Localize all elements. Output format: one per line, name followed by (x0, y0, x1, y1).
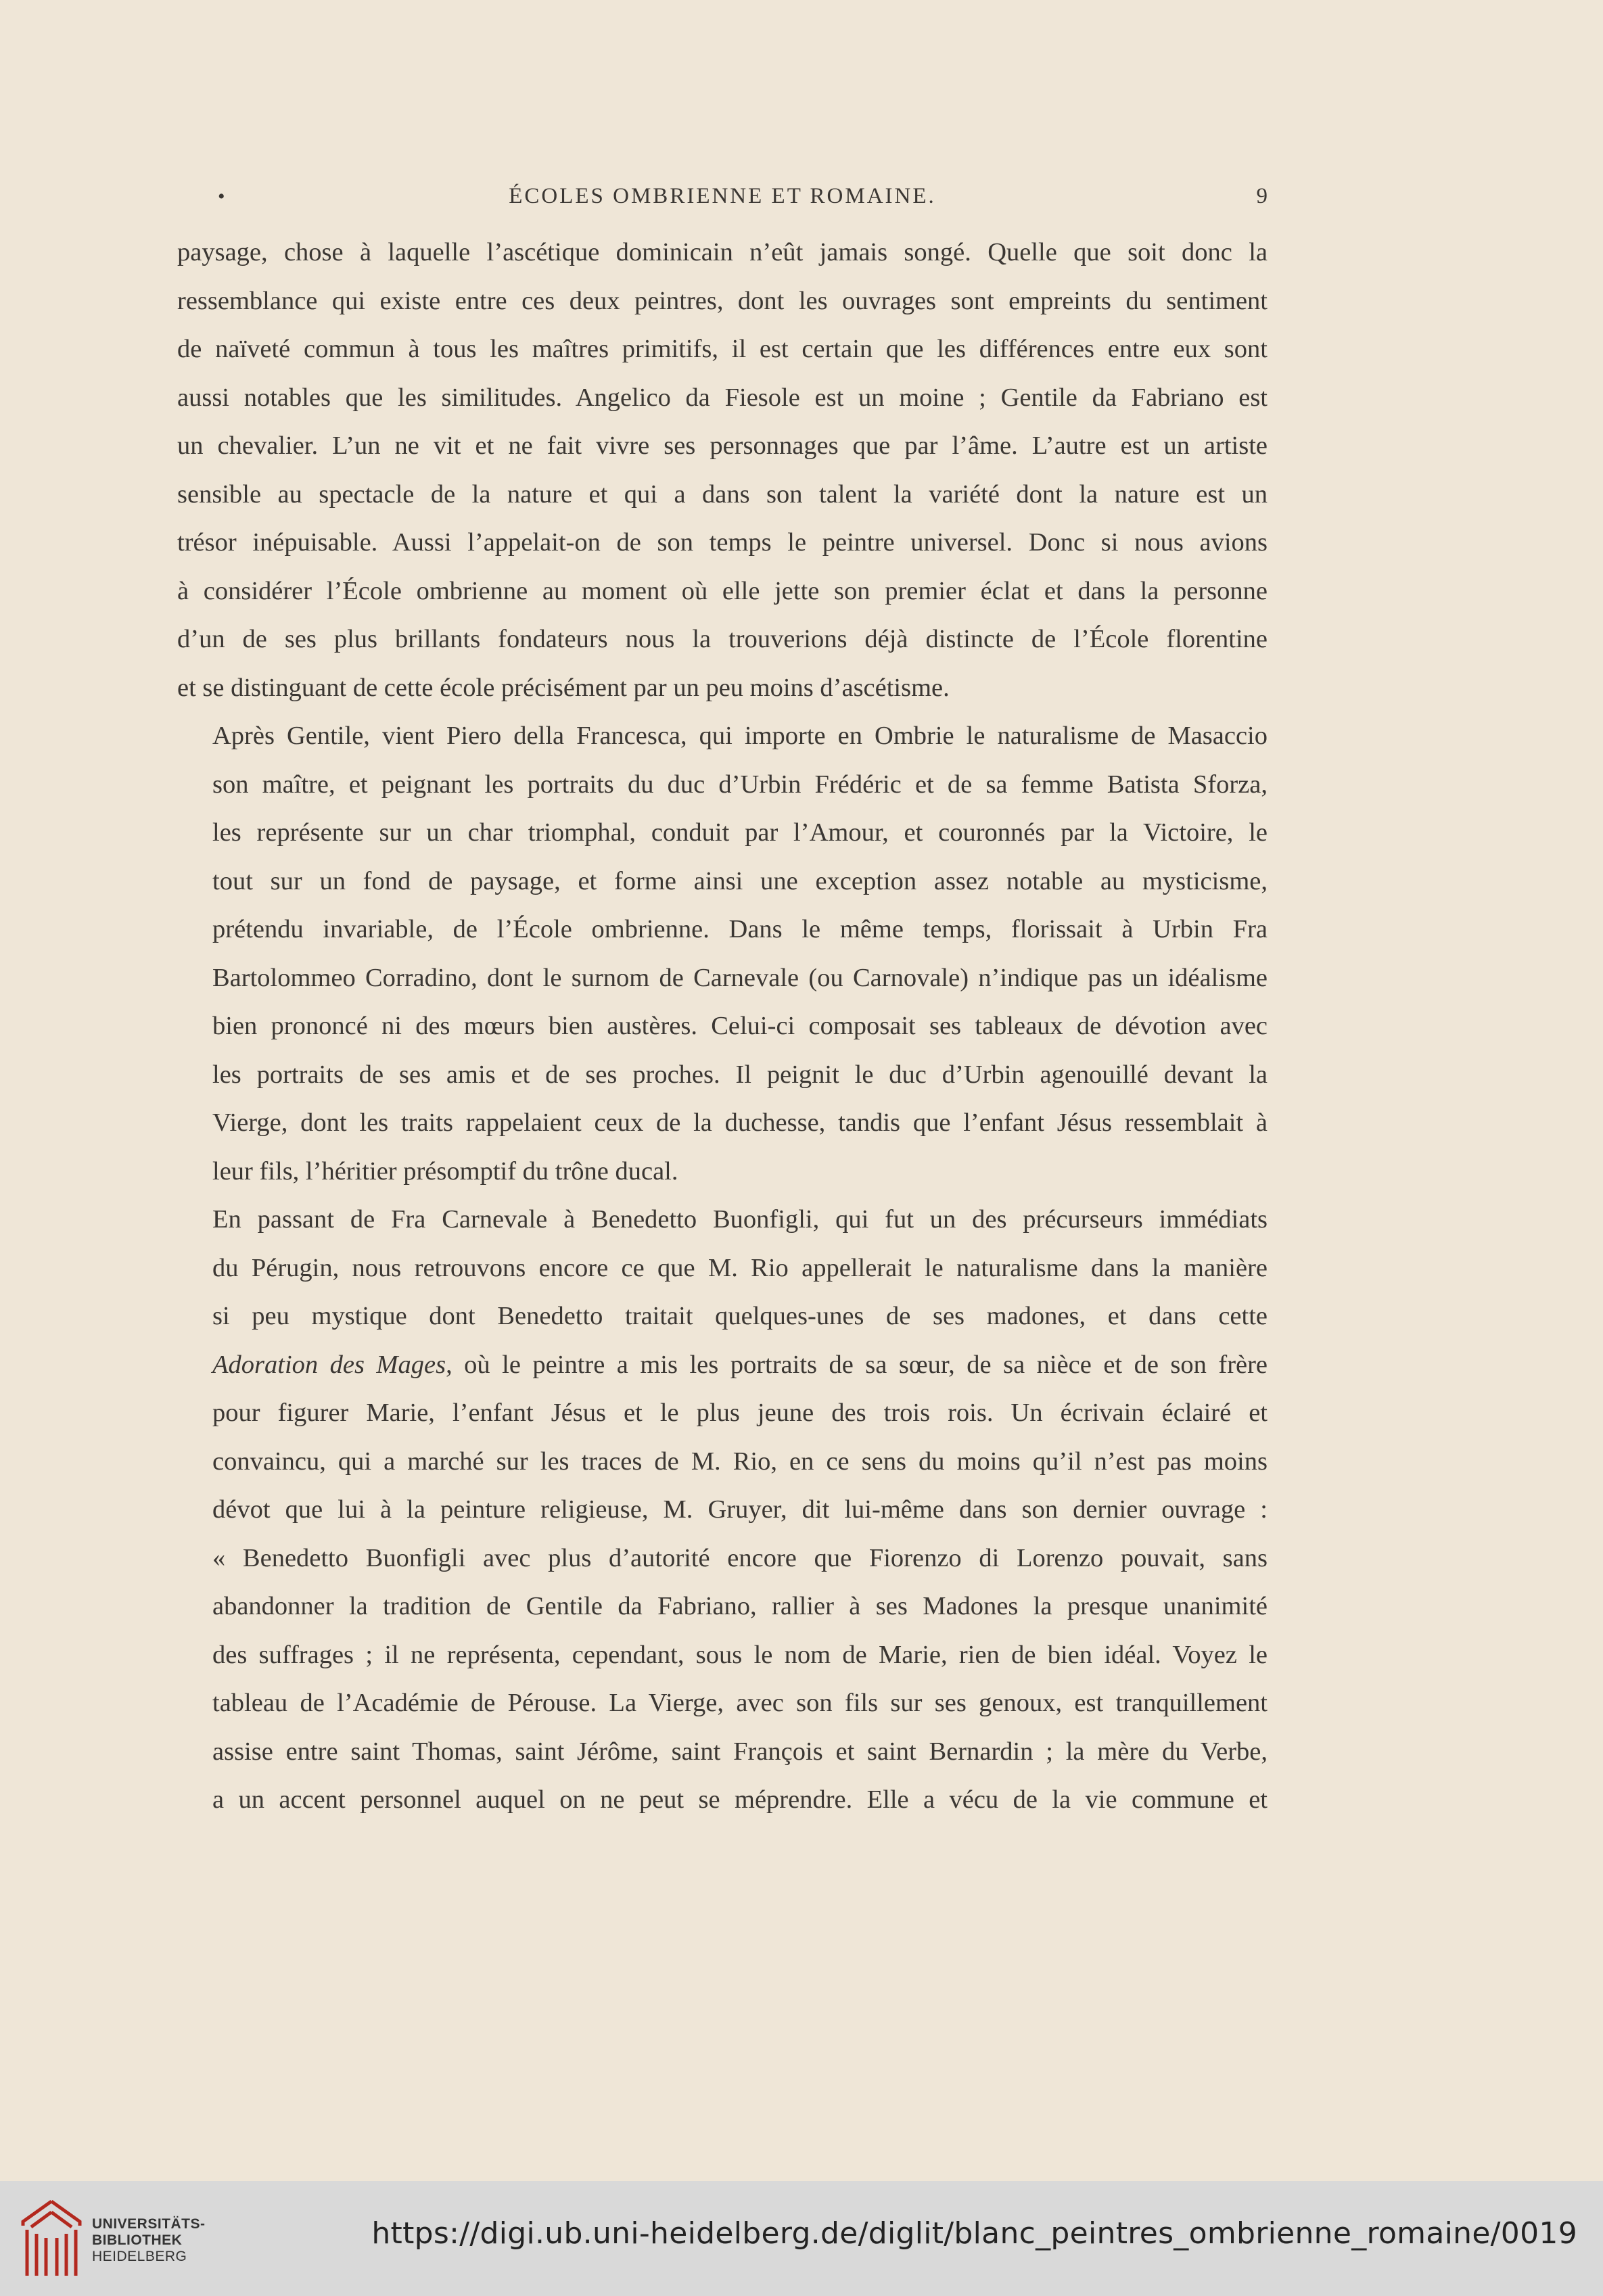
paragraph (177, 229, 1268, 712)
paragraph (177, 712, 1268, 1196)
text-line: « Benedetto Buonfigli avec plus d’autorité encore que Fiorenzo di Lorenzo pouvait, sans (212, 1543, 1268, 1572)
library-line-1: UNIVERSITÄTS- (92, 2216, 206, 2232)
text-line: un chevalier. L’un ne vit et ne fait vivre ses personnages que par l’âme. L’autre est un artiste (177, 431, 1268, 460)
viewer-footer (0, 2181, 1603, 2296)
text-line: En passant de Fra Carnevale à Benedetto Buonfigli, qui fut un des précurseurs immédiats (212, 1205, 1268, 1234)
library-name (92, 2216, 206, 2265)
text-line: tableau de l’Académie de Pérouse. La Vierge, avec son fils sur ses genoux, est tranquillement (212, 1689, 1268, 1717)
text-line: trésor inépuisable. Aussi l’appelait-on de son temps le peintre universel. Donc si nous avions (177, 528, 1268, 557)
text-line: du Pérugin, nous retrouvons encore ce que M. Rio appellerait le naturalisme dans la manière (212, 1253, 1268, 1282)
text-line: de naïveté commun à tous les maîtres primitifs, il est certain que les différences entre eux sont (177, 335, 1268, 363)
header-title: ÉCOLES OMBRIENNE ET ROMAINE. (509, 184, 936, 208)
paragraph (177, 1196, 1268, 1825)
text-line: son maître, et peignant les portraits du duc d’Urbin Frédéric et de sa femme Batista Sforza, (212, 770, 1268, 799)
running-head (177, 184, 1268, 218)
text-line: ressemblance qui existe entre ces deux peintres, dont les ouvrages sont empreints du sentiment (177, 286, 1268, 315)
text-line: convaincu, qui a marché sur les traces de M. Rio, en ce sens du moins qu’il n’est pas moins (212, 1447, 1268, 1476)
text-line: leur fils, l’héritier présomptif du trône ducal. (212, 1156, 678, 1186)
text-line: prétendu invariable, de l’École ombrienne. Dans le même temps, florissait à Urbin Fra (212, 915, 1268, 943)
text-line: Adoration des Mages, où le peintre a mis les portraits de sa sœur, de sa nièce et de son frère (212, 1350, 1268, 1379)
library-line-2: BIBLIOTHEK (92, 2232, 183, 2248)
text-line: les représente sur un char triomphal, conduit par l’Amour, et couronnés par la Victoire, le (212, 818, 1268, 847)
text-line: et se distinguant de cette école précisément par un peu moins d’ascétisme. (177, 673, 950, 702)
text-line: paysage, chose à laquelle l’ascétique dominicain n’eût jamais songé. Quelle que soit donc la (177, 238, 1268, 266)
text-line: d’un de ses plus brillants fondateurs nous la trouverions déjà distincte de l’École florentine (177, 625, 1268, 653)
page-number: 9 (1256, 184, 1268, 208)
header-mark: • (218, 185, 227, 208)
text-line: Vierge, dont les traits rappelaient ceux de la duchesse, tandis que l’enfant Jésus ressemblait à (212, 1108, 1268, 1137)
text-line: abandonner la tradition de Gentile da Fabriano, rallier à ses Madones la presque unanimité (212, 1592, 1268, 1620)
text-line: assise entre saint Thomas, saint Jérôme, saint François et saint Bernardin ; la mère du Verbe, (212, 1737, 1268, 1766)
body-text (177, 229, 1268, 1825)
text-line: sensible au spectacle de la nature et qui a dans son talent la variété dont la nature est un (177, 479, 1268, 509)
text-line: bien prononcé ni des mœurs bien austères. Celui-ci composait ses tableaux de dévotion avec (212, 1012, 1268, 1040)
text-line: les portraits de ses amis et de ses proches. Il peignit le duc d’Urbin agenouillé devant la (212, 1060, 1268, 1089)
text-line: dévot que lui à la peinture religieuse, M. Gruyer, dit lui-même dans son dernier ouvrage : (212, 1495, 1268, 1524)
text-line: tout sur un fond de paysage, et forme ainsi une exception assez notable au mysticisme, (212, 866, 1268, 895)
text-line: pour figurer Marie, l’enfant Jésus et le plus jeune des trois rois. Un écrivain éclairé et (212, 1399, 1268, 1427)
university-library-logo-icon (20, 2199, 83, 2278)
text-line: si peu mystique dont Benedetto traitait quelques-unes de ses madones, et dans cette (212, 1302, 1268, 1330)
permalink-url[interactable]: https://digi.ub.uni-heidelberg.de/diglit/blanc_peintres_ombrienne_romaine/0019 (371, 2216, 1577, 2251)
library-line-3: HEIDELBERG (92, 2249, 187, 2264)
text-line: aussi notables que les similitudes. Angelico da Fiesole est un moine ; Gentile da Fabriano est (177, 383, 1268, 412)
text-line: a un accent personnel auquel on ne peut se méprendre. Elle a vécu de la vie commune et (212, 1785, 1268, 1814)
text-line: Bartolommeo Corradino, dont le surnom de Carnevale (ou Carnovale) n’indique pas un idéalisme (212, 963, 1268, 992)
text-line: à considérer l’École ombrienne au moment où elle jette son premier éclat et dans la personne (177, 576, 1268, 605)
text-line: des suffrages ; il ne représenta, cependant, sous le nom de Marie, rien de bien idéal. Voyez le (212, 1640, 1268, 1669)
text-line: Après Gentile, vient Piero della Francesca, qui importe en Ombrie le naturalisme de Masaccio (212, 722, 1268, 750)
